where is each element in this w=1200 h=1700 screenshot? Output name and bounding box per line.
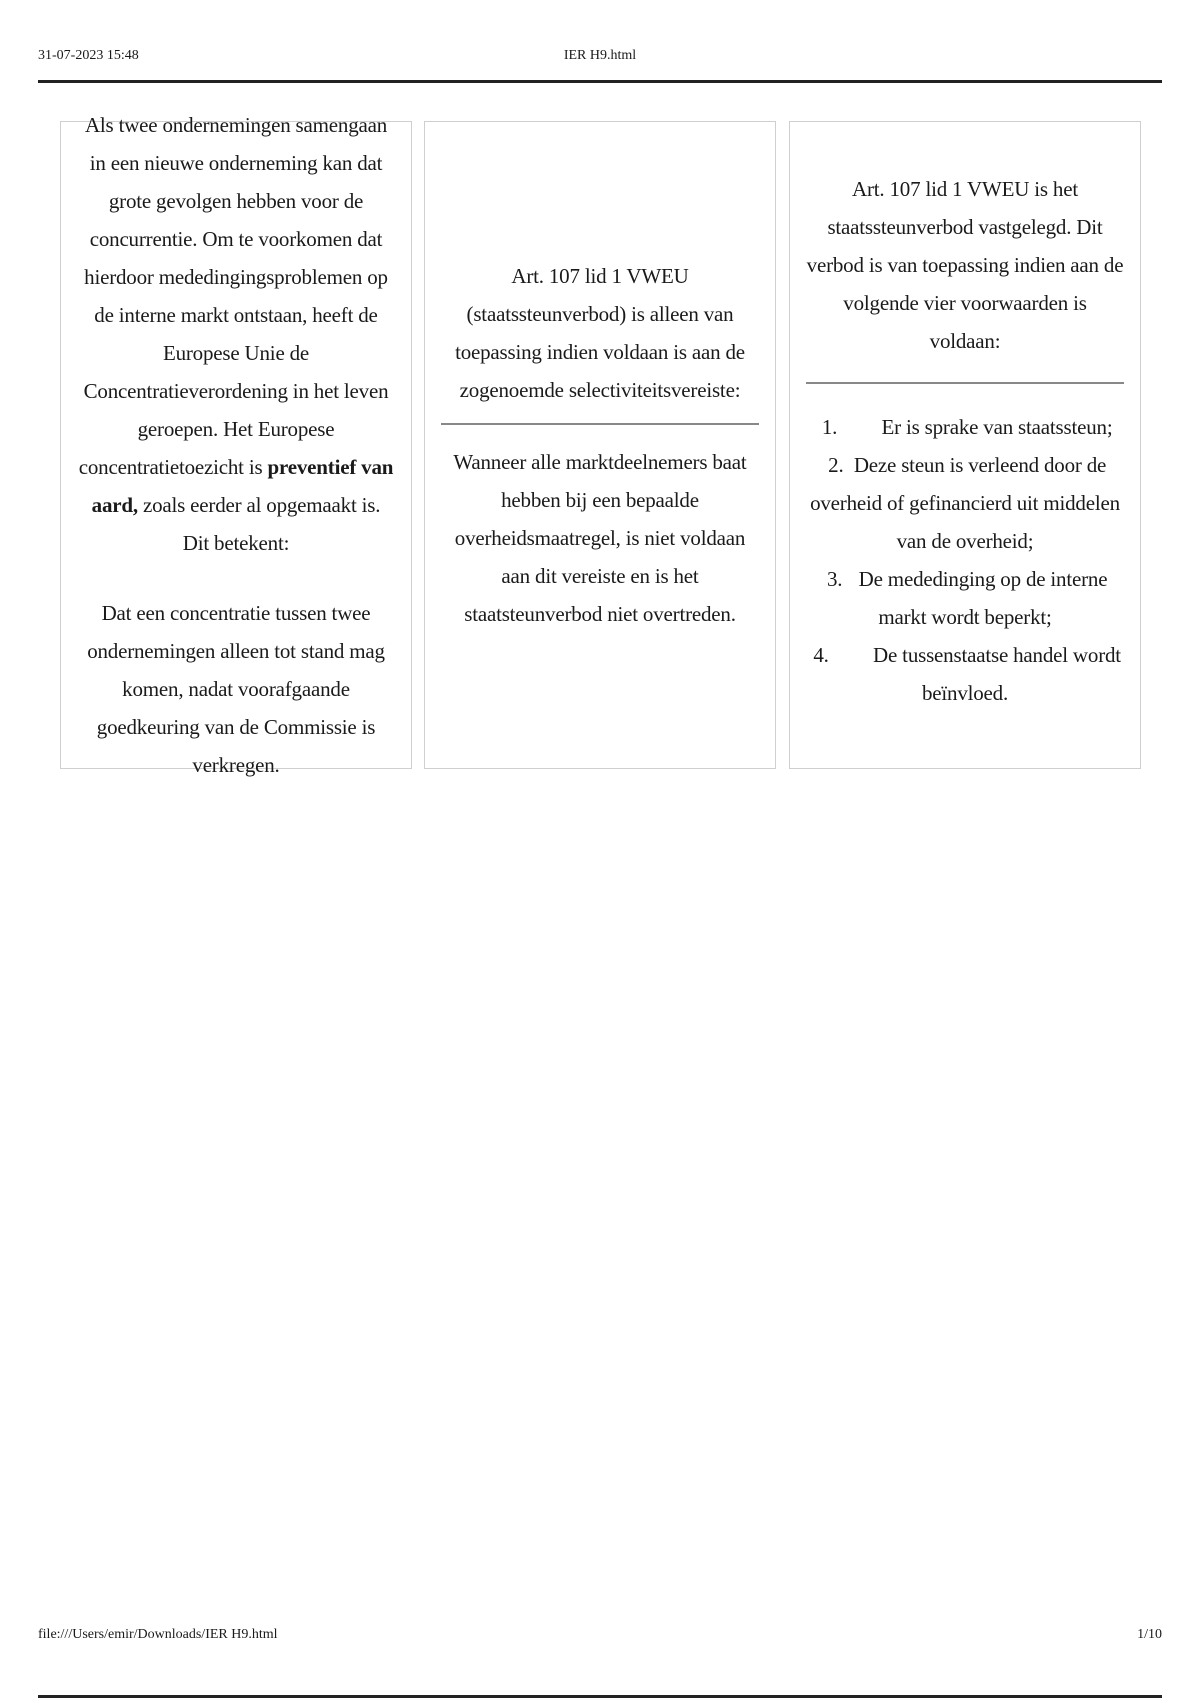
list-item-number: 4. [813,643,829,667]
card-divider [806,382,1124,384]
header-divider [38,80,1162,83]
flashcard-back: Wanneer alle marktdeelnemers baat hebben bij een bepaalde overheidsmaatregel, is niet voldaan aan dit vereiste en is het staatsteunverbod niet overtreden. [453,450,747,626]
list-item-text: De mededinging op de interne markt wordt beperkt; [858,567,1108,629]
flashcard-front [77,106,395,562]
flashcard-1 [60,113,412,777]
print-header [38,44,1162,70]
flashcard-2 [424,121,776,769]
front-text-end: zoals eerder al opgemaakt is. Dit betekent: [137,493,381,555]
flashcard-front: Art. 107 lid 1 VWEU is het staatssteunverbod vastgelegd. Dit verbod is van toepassing indien aan de volgende vier voorwaarden is voldaan: [806,177,1124,353]
list-item-text: Er is sprake van staatssteun; [881,415,1113,439]
flashcard-back: Dat een concentratie tussen twee ondernemingen alleen tot stand mag komen, nadat voorafgaande goedkeuring van de Commissie is verkregen. [87,601,385,777]
list-item [806,560,1124,636]
list-item-text: De tussenstaatse handel wordt beïnvloed. [873,643,1121,705]
list-item-number: 2. [828,453,844,477]
flashcard-grid [60,113,1145,777]
footer-divider [38,1695,1162,1698]
list-item-number: 1. [821,415,838,439]
front-bold-text: preventief van aard, [91,455,394,517]
file-path: file:///Users/emir/Downloads/IER H9.html [38,1627,278,1642]
document-title: IER H9.html [563,48,637,63]
front-text: Als twee ondernemingen samengaan in een nieuwe onderneming kan dat grote gevolgen hebben voor de concurrentie. Om te voorkomen dat hierdoor mededingingsproblemen op de interne markt ontstaan, heeft de Europese Unie de Concentratieverordening in het leven geroepen. Het Europese concentratietoezicht is [78,113,389,479]
page-number: 1/10 [1137,1627,1162,1642]
list-item-text: Deze steun is verleend door de overheid of gefinancierd uit middelen van de overheid; [810,453,1120,553]
list-item [806,446,1124,560]
print-datetime: 31-07-2023 15:48 [38,48,139,63]
list-item-number: 3. [826,567,843,591]
list-item [806,636,1124,712]
conditions-list [806,408,1124,712]
flashcard-3 [789,121,1141,769]
card-divider [441,423,759,425]
list-item [806,408,1124,446]
flashcard-front: Art. 107 lid 1 VWEU (staatssteunverbod) is alleen van toepassing indien voldaan is aan de zogenoemde selectiviteitsvereiste: [455,264,745,402]
